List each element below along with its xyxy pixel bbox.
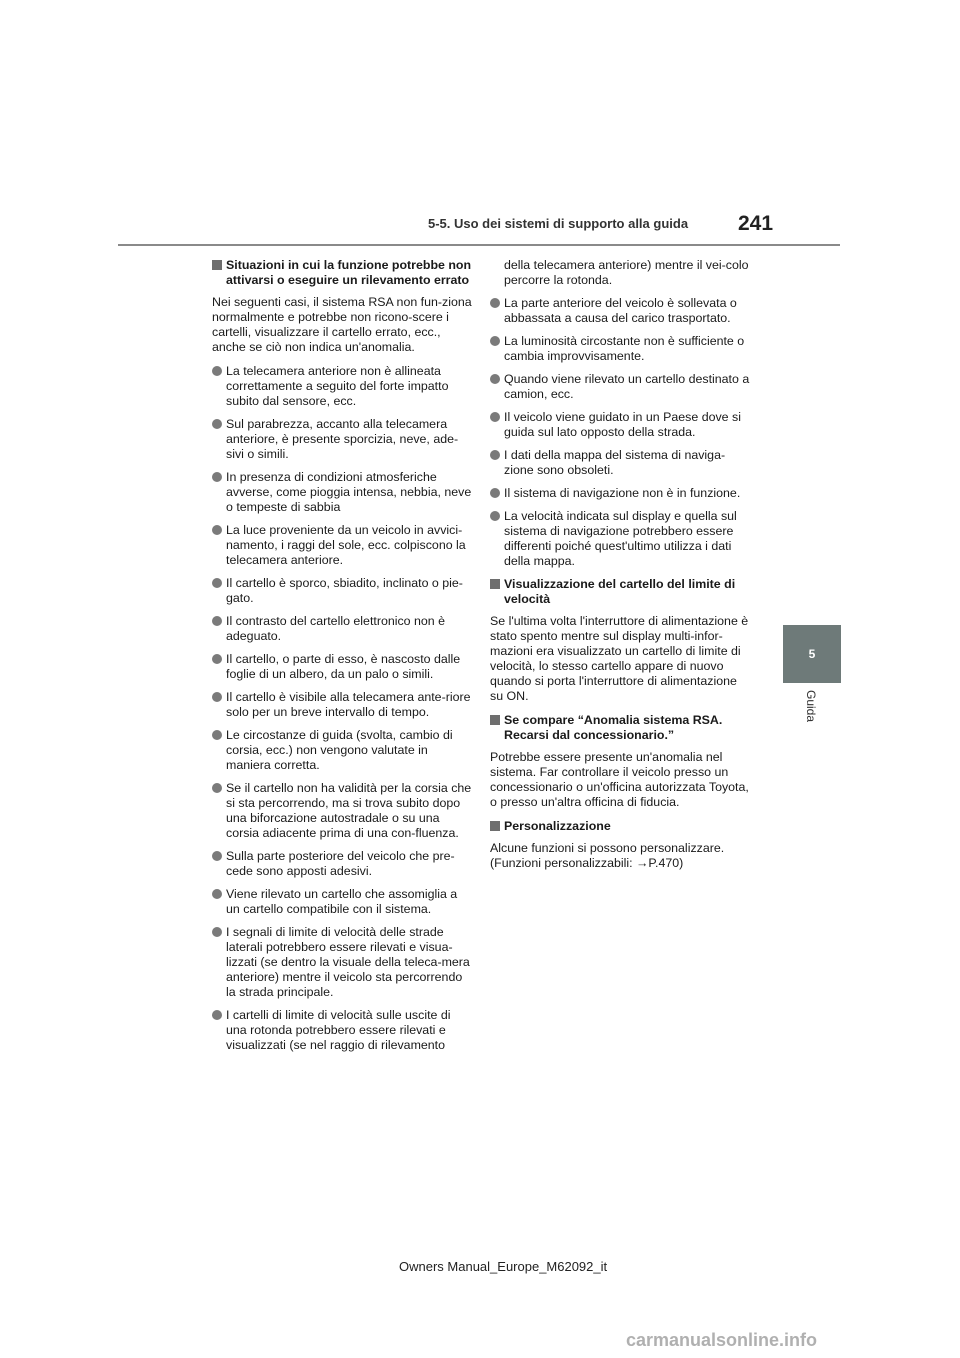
section-title: 5-5. Uso dei sistemi di supporto alla guida: [428, 216, 689, 231]
list-item: Viene rilevato un cartello che assomiglia a un cartello compatibile con il sistema.: [212, 887, 472, 917]
list-item: Quando viene rilevato un cartello destinato a camion, ecc.: [490, 372, 752, 402]
list-item: Il contrasto del cartello elettronico non è adeguato.: [212, 614, 472, 644]
section-text: Potrebbe essere presente un'anomalia nel sistema. Far controllare il veicolo presso un concessionario o un'officina autorizzata Toyota, o presso un'altra officina di fiducia.: [490, 750, 749, 809]
watermark: carmanualsonline.info: [626, 1330, 818, 1350]
list-item: Se il cartello non ha validità per la corsia che si sta percorrendo, ma si trova subito dopo una biforcazione autostradale o su una corsia adiacente prima di una con-fluenza.: [212, 781, 472, 841]
intro-paragraph: Nei seguenti casi, il sistema RSA non fun-ziona normalmente e potrebbe non ricono-scere i cartelli, visualizzare il cartello errato, ecc., anche se ciò non indica un'anomalia.: [212, 295, 472, 354]
list-item: I segnali di limite di velocità delle strade laterali potrebbero essere rilevati e visua-lizzati (se dentro la visuale della teleca-mera anteriore) mentre il veicolo sta percorrendo la strada principale.: [212, 925, 472, 1000]
list-item: In presenza di condizioni atmosferiche avverse, come pioggia intensa, nebbia, neve o tempeste di sabbia: [212, 470, 472, 515]
list-item: Sulla parte posteriore del veicolo che pre-cede sono apposti adesivi.: [212, 849, 472, 879]
section-text: Se l'ultima volta l'interruttore di alimentazione è stato spento mentre sul display multi-infor-mazioni era visualizzato un cartello di limite di velocità, lo stesso cartello appare di nuovo quando si porta l'interruttore di alimentazione su ON.: [490, 614, 749, 703]
chapter-tab: 5: [783, 625, 841, 683]
section-heading: Visualizzazione del cartello del limite di velocità: [490, 577, 752, 607]
section-heading: Personalizzazione: [490, 819, 752, 834]
list-item: I cartelli di limite di velocità sulle uscite di una rotonda potrebbero essere rilevati e visualizzati (se nel raggio di rilevamento: [212, 1008, 472, 1053]
section-text: Alcune funzioni si possono personalizzare. (Funzioni personalizzabili: →P.470): [490, 841, 725, 870]
list-item: Il cartello è sporco, sbiadito, inclinato o pie-gato.: [212, 576, 472, 606]
list-item: La luminosità circostante non è sufficiente o cambia improvvisamente.: [490, 334, 752, 364]
list-item: La luce proveniente da un veicolo in avvici-namento, i raggi del sole, ecc. colpiscono la telecamera anteriore.: [212, 523, 472, 568]
list-item: Il veicolo viene guidato in un Paese dove si guida sul lato opposto della strada.: [490, 410, 752, 440]
header-divider: [118, 244, 840, 246]
section-heading: Situazioni in cui la funzione potrebbe non attivarsi o eseguire un rilevamento errato: [212, 258, 472, 288]
list-item: Il cartello è visibile alla telecamera ante-riore solo per un breve intervallo di tempo.: [212, 690, 472, 720]
page-number: 241: [738, 212, 774, 235]
left-column: [212, 258, 472, 1061]
list-item: La parte anteriore del veicolo è sollevata o abbassata a causa del carico trasportato.: [490, 296, 752, 326]
chapter-label: Guida: [804, 690, 818, 723]
list-item: Il sistema di navigazione non è in funzione.: [490, 486, 752, 501]
section-heading: Se compare “Anomalia sistema RSA. Recarsi dal concessionario.”: [490, 713, 752, 743]
continued-text: della telecamera anteriore) mentre il vei-colo percorre la rotonda.: [504, 258, 749, 287]
list-item: Le circostanze di guida (svolta, cambio di corsia, ecc.) non vengono valutate in maniera corretta.: [212, 728, 472, 773]
footer-text: Owners Manual_Europe_M62092_it: [399, 1259, 608, 1274]
list-item: Sul parabrezza, accanto alla telecamera anteriore, è presente sporcizia, neve, ade-sivi o simili.: [212, 417, 472, 462]
list-item: Il cartello, o parte di esso, è nascosto dalle foglie di un albero, da un palo o simili.: [212, 652, 472, 682]
list-item: I dati della mappa del sistema di naviga-zione sono obsoleti.: [490, 448, 752, 478]
list-item: La telecamera anteriore non è allineata correttamente a seguito del forte impatto subito dal sensore, ecc.: [212, 364, 472, 409]
list-item: La velocità indicata sul display e quella sul sistema di navigazione potrebbero essere differenti poiché quest'ultimo utilizza i dati della mappa.: [490, 509, 752, 569]
right-column: [490, 258, 752, 880]
